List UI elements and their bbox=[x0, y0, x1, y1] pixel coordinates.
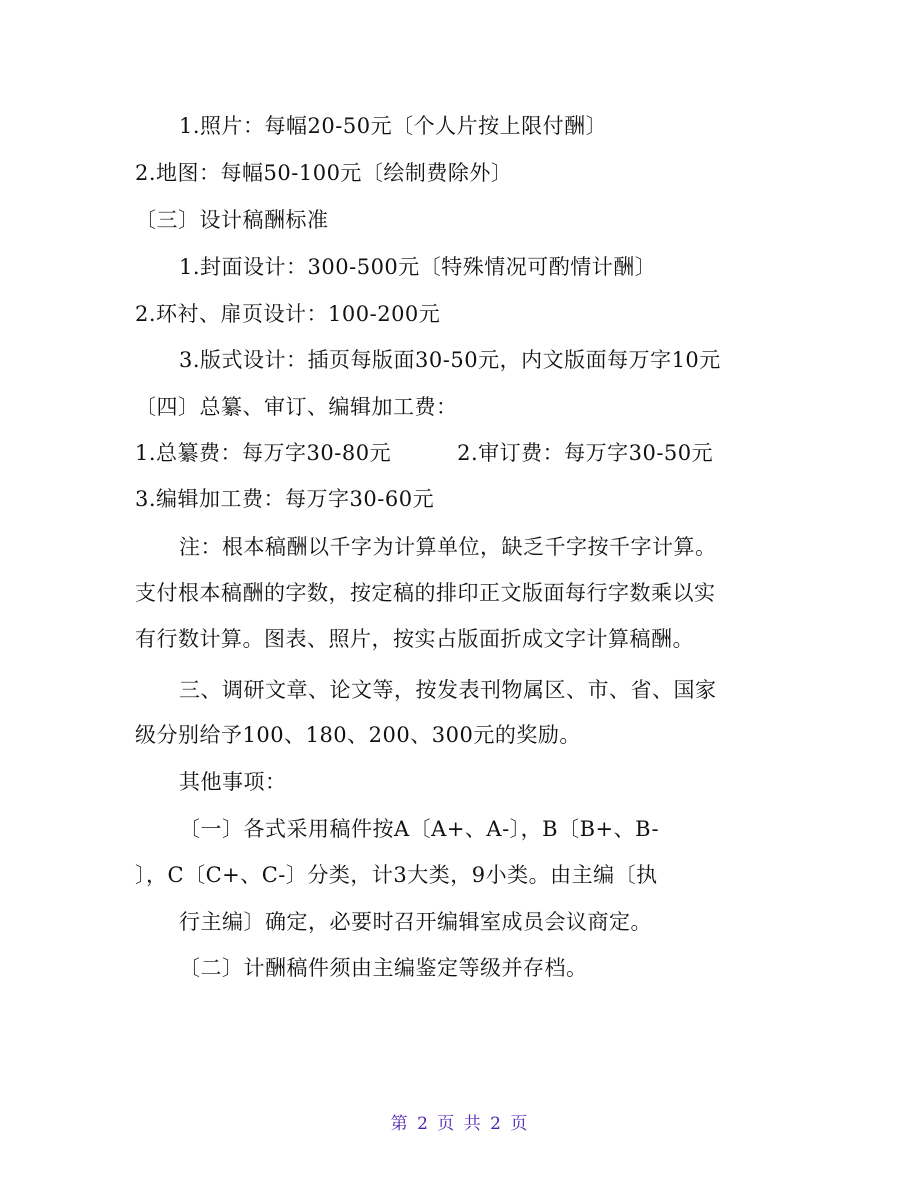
text-line-grading: 〔一〕各式采用稿件按A〔A+、A-〕，B〔B+、B- bbox=[179, 817, 660, 841]
text-line-layout-design: 3.版式设计：插页每版面30-50元，内文版面每万字10元 bbox=[179, 348, 721, 372]
text-line-note-cont-1: 支付根本稿酬的字数，按定稿的排印正文版面每行字数乘以实 bbox=[135, 581, 716, 605]
page-footer: 第 2 页 共 2 页 bbox=[390, 1114, 530, 1134]
text-review-fee: 2.审订费：每万字30-50元 bbox=[457, 441, 714, 465]
text-line-cover-design: 1.封面设计：300-500元〔特殊情况可酌情计酬〕 bbox=[179, 255, 657, 279]
text-line-note: 注：根本稿酬以千字为计算单位，缺乏千字按千字计算。 bbox=[179, 535, 717, 559]
section-heading-design-fee: 〔三〕设计稿酬标准 bbox=[135, 208, 329, 232]
text-line-grading-cont-2: 行主编〕确定，必要时召开编辑室成员会议商定。 bbox=[179, 910, 652, 934]
text-line-research-reward: 三、调研文章、论文等，按发表刊物属区、市、省、国家 bbox=[179, 678, 717, 702]
text-line-archive: 〔二〕计酬稿件须由主编鉴定等级并存档。 bbox=[179, 956, 588, 980]
text-line-photo-fee: 1.照片：每幅20-50元〔个人片按上限付酬〕 bbox=[179, 114, 608, 138]
text-line-note-cont-2: 有行数计算。图表、照片，按实占版面折成文字计算稿酬。 bbox=[135, 627, 694, 651]
text-line-endpaper-design: 2.环衬、扉页设计：100-200元 bbox=[135, 302, 441, 326]
text-line-research-reward-cont: 级分别给予100、180、200、300元的奖励。 bbox=[135, 723, 581, 747]
text-line-map-fee: 2.地图：每幅50-100元〔绘制费除外〕 bbox=[135, 161, 513, 185]
text-line-edit-fee: 3.编辑加工费：每万字30-60元 bbox=[135, 487, 435, 511]
section-heading-editing-fee: 〔四〕总纂、审订、编辑加工费： bbox=[135, 395, 458, 419]
text-line-grading-cont-1: 〕，C〔C+、C-〕分类，计3大类，9小类。由主编〔执 bbox=[135, 863, 658, 887]
text-compile-fee: 1.总纂费：每万字30-80元 bbox=[135, 441, 392, 465]
section-heading-other-items: 其他事项： bbox=[179, 770, 287, 794]
text-line-compile-review bbox=[135, 439, 713, 467]
